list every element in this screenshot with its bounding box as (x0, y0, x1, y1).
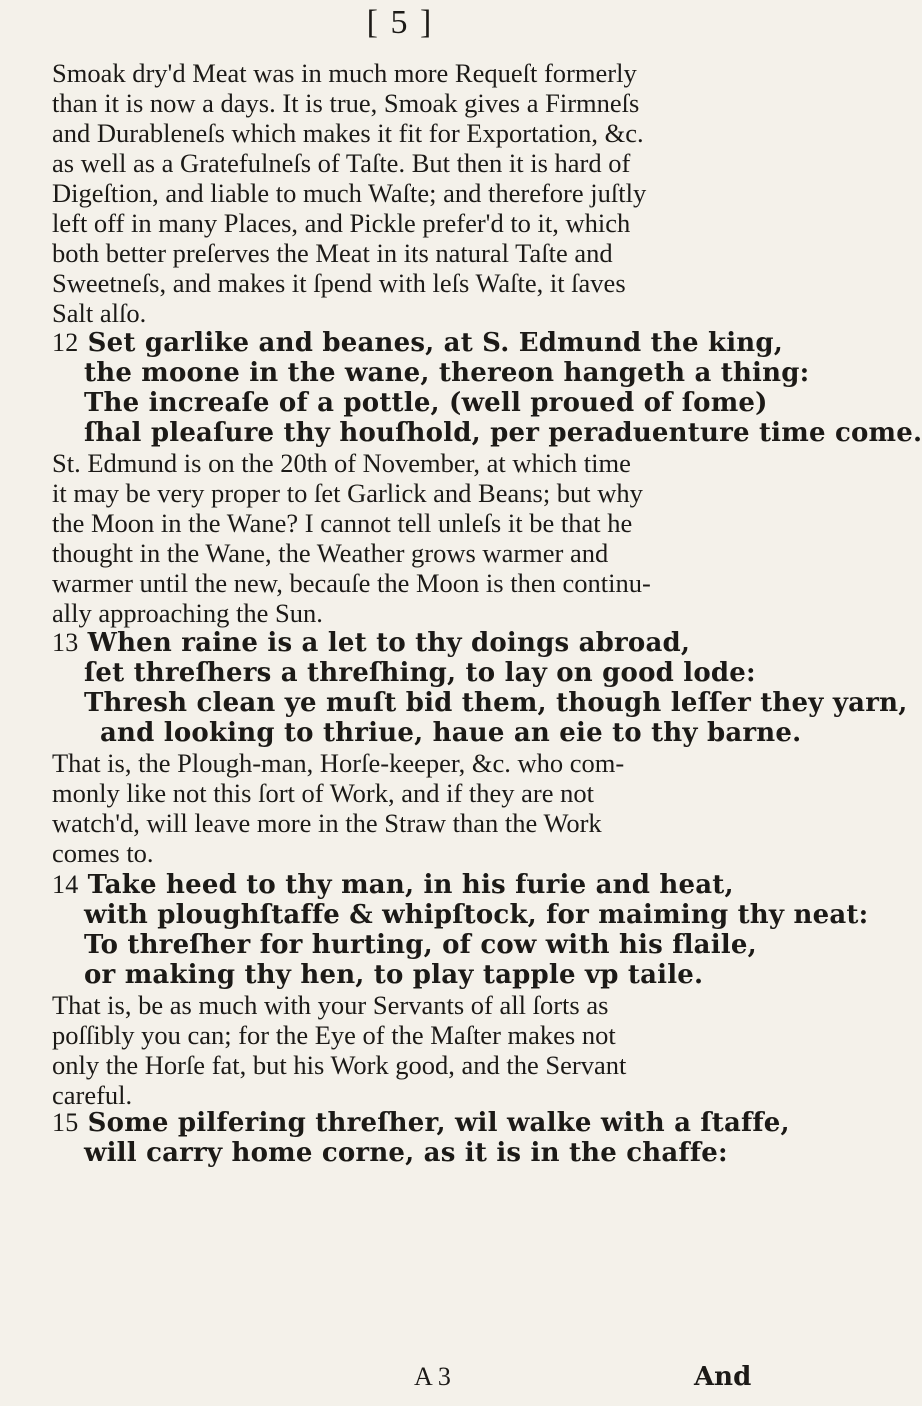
prose-line: thought in the Wane, the Weather grows warmer and (52, 538, 609, 568)
stanza-14-verse (52, 870, 869, 990)
stanza-13-verse (52, 628, 908, 748)
prose-line: poſſibly you can; for the Eye of the Maſter makes not (52, 1020, 616, 1050)
stanza-13-commentary (52, 748, 762, 868)
verse-line: 14 Take heed to thy man, in his furie and heat, (52, 870, 734, 900)
stanza-12-commentary (52, 448, 762, 628)
verse-line: 15 Some pilfering threſher, wil walke with a ſtaffe, (52, 1108, 790, 1138)
prose-line: it may be very proper to ſet Garlick and Beans; but why (52, 478, 643, 508)
paragraph-smoak-dried-meat (52, 58, 762, 328)
prose-line: warmer until the new, becauſe the Moon is then continu- (52, 568, 651, 598)
catchword: And (694, 1362, 752, 1392)
prose-line: than it is now a days. It is true, Smoak gives a Firmneſs (52, 88, 640, 118)
prose-line: Smoak dry'd Meat was in much more Requeſt formerly (52, 58, 637, 88)
stanza-number: 15 (52, 1108, 79, 1137)
prose-line: That is, the Plough-man, Horſe-keeper, &c. who com- (52, 748, 625, 778)
prose-line: ally approaching the Sun. (52, 598, 323, 628)
prose-line: the Moon in the Wane? I cannot tell unleſs it be that he (52, 508, 633, 538)
stanza-15-verse (52, 1108, 790, 1168)
signature-mark: A 3 (414, 1362, 451, 1391)
verse-line: or making thy hen, to play tapple vp taile. (84, 960, 704, 990)
stanza-12-verse (52, 328, 922, 448)
prose-line: careful. (52, 1080, 133, 1110)
verse-line: 12 Set garlike and beanes, at S. Edmund the king, (52, 328, 784, 358)
prose-line: That is, be as much with your Servants of all ſorts as (52, 990, 609, 1020)
prose-line: Sweetneſs, and makes it ſpend with leſs Waſte, it ſaves (52, 268, 626, 298)
page-number: [ 5 ] (366, 4, 434, 41)
verse-line: To threſher for hurting, of cow with his flaile, (84, 930, 757, 960)
prose-line: watch'd, will leave more in the Straw than the Work (52, 808, 602, 838)
verse-line: with ploughſtaffe & whipſtock, for maiming thy neat: (84, 900, 869, 930)
stanza-number: 14 (52, 870, 79, 899)
stanza-number: 13 (52, 628, 79, 657)
prose-line: St. Edmund is on the 20th of November, at which time (52, 448, 631, 478)
verse-line: ſhal pleaſure thy houſhold, per peraduenture time come. (84, 418, 922, 448)
verse-line: and looking to thriue, haue an eie to thy barne. (100, 718, 802, 748)
prose-line: and Durableneſs which makes it fit for Exportation, &c. (52, 118, 644, 148)
prose-line: both better preſerves the Meat in its natural Taſte and (52, 238, 613, 268)
prose-line: Digeſtion, and liable to much Waſte; and therefore juſtly (52, 178, 647, 208)
stanza-number: 12 (52, 328, 79, 357)
verse-line: the moone in the wane, thereon hangeth a thing: (84, 358, 810, 388)
prose-line: Salt alſo. (52, 298, 147, 328)
verse-line: ſet threſhers a threſhing, to lay on good lode: (84, 658, 756, 688)
verse-line: Thresh clean ye muſt bid them, though leſſer they yarn, (84, 688, 908, 718)
prose-line: as well as a Gratefulneſs of Taſte. But then it is hard of (52, 148, 631, 178)
verse-line: will carry home corne, as it is in the chaffe: (84, 1138, 728, 1168)
stanza-14-commentary (52, 990, 762, 1110)
prose-line: comes to. (52, 838, 154, 868)
prose-line: only the Horſe fat, but his Work good, and the Servant (52, 1050, 627, 1080)
verse-line: 13 When raine is a let to thy doings abroad, (52, 628, 691, 658)
verse-line: The increaſe of a pottle, (well proued of ſome) (84, 388, 768, 418)
prose-line: monly like not this ſort of Work, and if they are not (52, 778, 595, 808)
prose-line: left off in many Places, and Pickle prefer'd to it, which (52, 208, 631, 238)
